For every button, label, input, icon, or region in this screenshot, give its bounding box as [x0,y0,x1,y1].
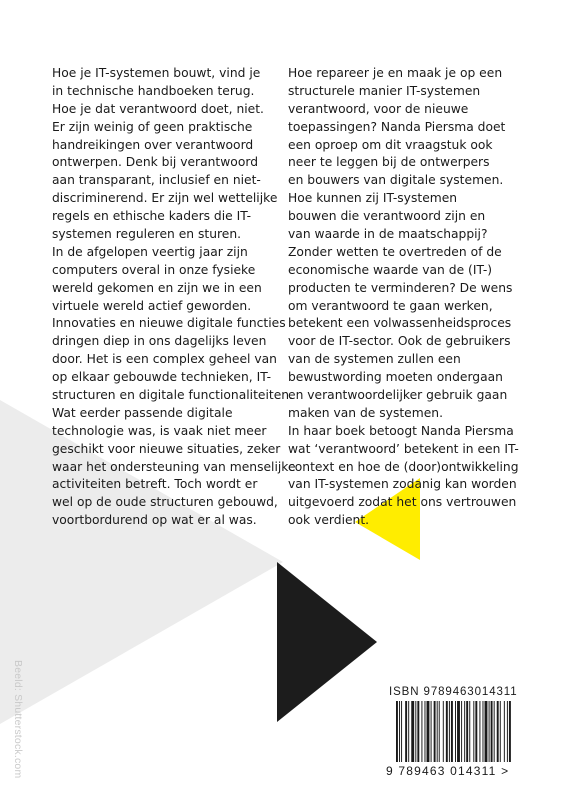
text-line: geschikt voor nieuwe situaties, zeker [52,441,281,456]
text-line: wel op de oude structuren gebouwd, [52,495,278,510]
text-line: ook verdient. [288,513,370,528]
barcode-bar [507,701,508,762]
barcode-bar [437,701,438,762]
text-line: van de systemen zullen een [288,352,461,367]
text-line: door. Het is een complex geheel van [52,352,277,367]
barcode-bar [461,701,462,762]
text-line: van IT-systemen zodanig kan worden [288,477,517,492]
barcode-bar [439,701,440,762]
text-line: wat ‘verantwoord’ betekent in een IT- [288,441,519,456]
barcode-bar [424,701,425,762]
right-text-column [288,65,519,530]
barcode-bar [509,701,511,762]
barcode [396,701,512,762]
barcode-bar [497,701,499,762]
text-line: Hoe repareer je en maak je op een [288,66,503,80]
text-line: een oproep om dit vraagstuk ook [288,137,493,152]
text-line: economische waarde van de (IT-) [288,262,493,277]
black-triangle [277,562,377,722]
barcode-bar [417,701,419,762]
text-line: regels en ethische kaders die IT- [52,209,252,224]
text-line: Er zijn weinig of geen praktische [52,119,253,134]
text-line: bouwen die verantwoord zijn en [288,209,486,224]
text-line: Hoe je IT-systemen bouwt, vind je [52,66,261,80]
barcode-bar [399,701,400,762]
text-line: discriminerend. Er zijn wel wettelijke [52,191,278,206]
text-line: wereld gekomen en zijn we in een [52,280,262,295]
text-line: uitgevoerd zodat het ons vertrouwen [288,495,517,510]
barcode-bar [479,701,480,762]
text-line: Hoe kunnen zij IT-systemen [288,191,458,206]
barcode-bar [466,701,468,762]
barcode-bar [449,701,450,762]
text-line: In de afgelopen veertig jaar zijn [52,244,248,259]
barcode-bar [500,701,501,762]
barcode-bar [431,701,432,762]
left-text-column [52,65,296,530]
text-line: neer te leggen bij de ontwerpers [288,155,490,170]
barcode-bar [475,701,477,762]
barcode-bar [451,701,453,762]
barcode-bar [489,701,490,762]
text-line: context en hoe de (door)ontwikkeling [288,459,519,474]
barcode-bar [415,701,416,762]
text-line: waar het ondersteuning van menselijke [52,459,296,474]
text-line: maken van de systemen. [288,405,443,420]
barcode-bar [396,701,398,762]
text-line: systemen reguleren en sturen. [52,227,242,242]
barcode-bar [427,701,430,762]
barcode-bar [408,701,409,762]
text-line: producten te verminderen? De wens [288,280,513,295]
text-line: aan transparant, inclusief en niet- [52,173,261,188]
barcode-bar [494,701,495,762]
barcode-bar [443,701,444,762]
barcode-bar [434,701,436,762]
barcode-bar [485,701,488,762]
text-line: betekent een volwassenheidsproces [288,316,512,331]
text-line: activiteiten betreft. Toch wordt er [52,477,258,492]
text-line: virtuele wereld actief geworden. [52,298,252,313]
text-line: structuren en digitale functionaliteiten. [52,388,293,403]
barcode-bar [469,701,470,762]
text-line: en bouwers van digitale systemen. [288,173,504,188]
text-line: In haar boek betoogt Nanda Piersma [288,423,514,438]
barcode-number: 9 789463 014311 > [386,764,510,778]
barcode-bar [504,701,505,762]
text-line: technologie was, is vaak niet meer [52,423,267,438]
barcode-bar [421,701,422,762]
barcode-bar [473,701,474,762]
text-line: Zonder wetten te overtreden of de [288,244,502,259]
isbn-label: ISBN 9789463014311 [389,686,518,698]
barcode-bar [446,701,448,762]
text-line: structurele manier IT-systemen [288,83,481,98]
barcode-bar [455,701,456,762]
text-line: verantwoord, voor de nieuwe [288,101,469,116]
barcode-bar [405,701,407,762]
text-line: van waarde in de maatschappij? [288,227,488,242]
text-line: en verantwoordelijker gebruik gaan [288,388,508,403]
text-line: Innovaties en nieuwe digitale functies [52,316,286,331]
image-credit: Beeld: Shutterstock.com [12,660,24,779]
barcode-bar [457,701,460,762]
text-line: voor de IT-sector. Ook de gebruikers [288,334,511,349]
text-line: computers overal in onze fysieke [52,262,256,277]
text-line: bewustwording moeten ondergaan [288,370,503,385]
text-line: Wat eerder passende digitale [52,405,233,420]
text-line: handreikingen over verantwoord [52,137,254,152]
text-line: dringen diep in ons dagelijks leven [52,334,267,349]
text-line: ontwerpen. Denk bij verantwoord [52,155,259,170]
text-line: toepassingen? Nanda Piersma doet [288,119,506,134]
barcode-bar [401,701,402,762]
text-line: Hoe je dat verantwoord doet, niet. [52,101,264,116]
barcode-bar [482,701,483,762]
barcode-bar [491,701,493,762]
barcode-bar [411,701,414,762]
text-line: in technische handboeken terug. [52,83,255,98]
text-line: om verantwoord te gaan werken, [288,298,493,313]
text-line: voortbordurend op wat er al was. [52,513,257,528]
barcode-bar [464,701,465,762]
text-line: op elkaar gebouwde technieken, IT- [52,370,272,385]
